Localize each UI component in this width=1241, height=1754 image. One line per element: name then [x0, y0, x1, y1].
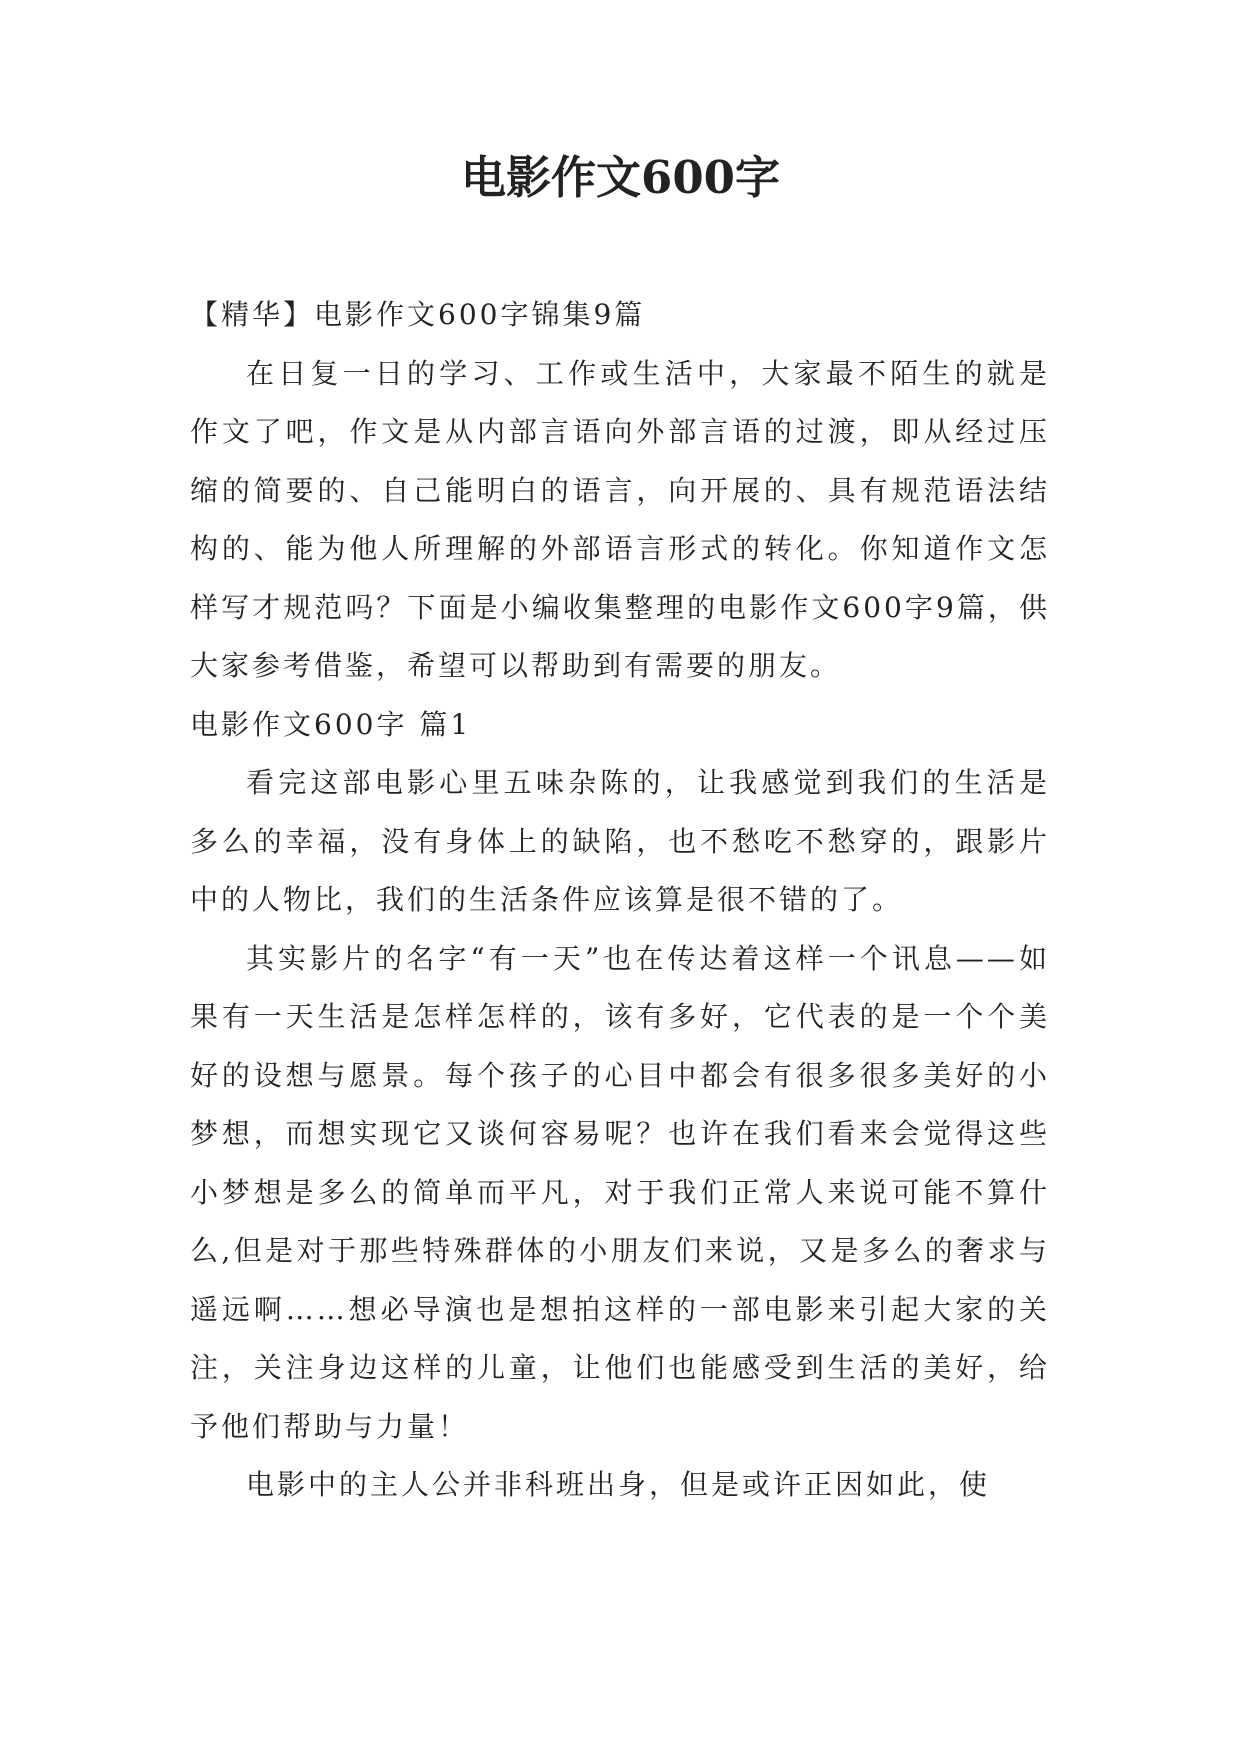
intro-paragraph: 在日复一日的学习、工作或生活中，大家最不陌生的就是作文了吧，作文是从内部言语向外部言语的过渡，即从经过压缩的简要的、自己能明白的语言，向开展的、具有规范语法结构的、能为他人所理解的外部语言形式的转化。你知道作文怎样写才规范吗？下面是小编收集整理的电影作文600字9篇，供大家参考借鉴，希望可以帮助到有需要的朋友。	[190, 356, 1050, 682]
document-body	[190, 286, 1050, 1515]
body-paragraph: 其实影片的名字“有一天”也在传达着这样一个讯息——如果有一天生活是怎样怎样的，该有多好，它代表的是一个个美好的设想与愿景。每个孩子的心目中都会有很多很多美好的小梦想，而想实现它又谈何容易呢？也许在我们看来会觉得这些小梦想是多么的简单而平凡，对于我们正常人来说可能不算什么,但是对于那些特殊群体的小朋友们来说，又是多么的奢求与遥远啊……想必导演也是想拍这样的一部电影来引起大家的关注，关注身边这样的儿童，让他们也能感受到生活的美好，给予他们帮助与力量！	[190, 941, 1050, 1443]
body-paragraph: 电影中的主人公并非科班出身，但是或许正因如此，使	[246, 1468, 991, 1501]
section-heading: 电影作文600字 篇1	[190, 707, 472, 741]
document-subtitle: 【精华】电影作文600字锦集9篇	[190, 298, 646, 331]
document-title: 电影作文600字	[461, 151, 780, 204]
body-paragraph: 看完这部电影心里五味杂陈的，让我感觉到我们的生活是多么的幸福，没有身体上的缺陷，也不愁吃不愁穿的，跟影片中的人物比，我们的生活条件应该算是很不错的了。	[190, 766, 1050, 916]
